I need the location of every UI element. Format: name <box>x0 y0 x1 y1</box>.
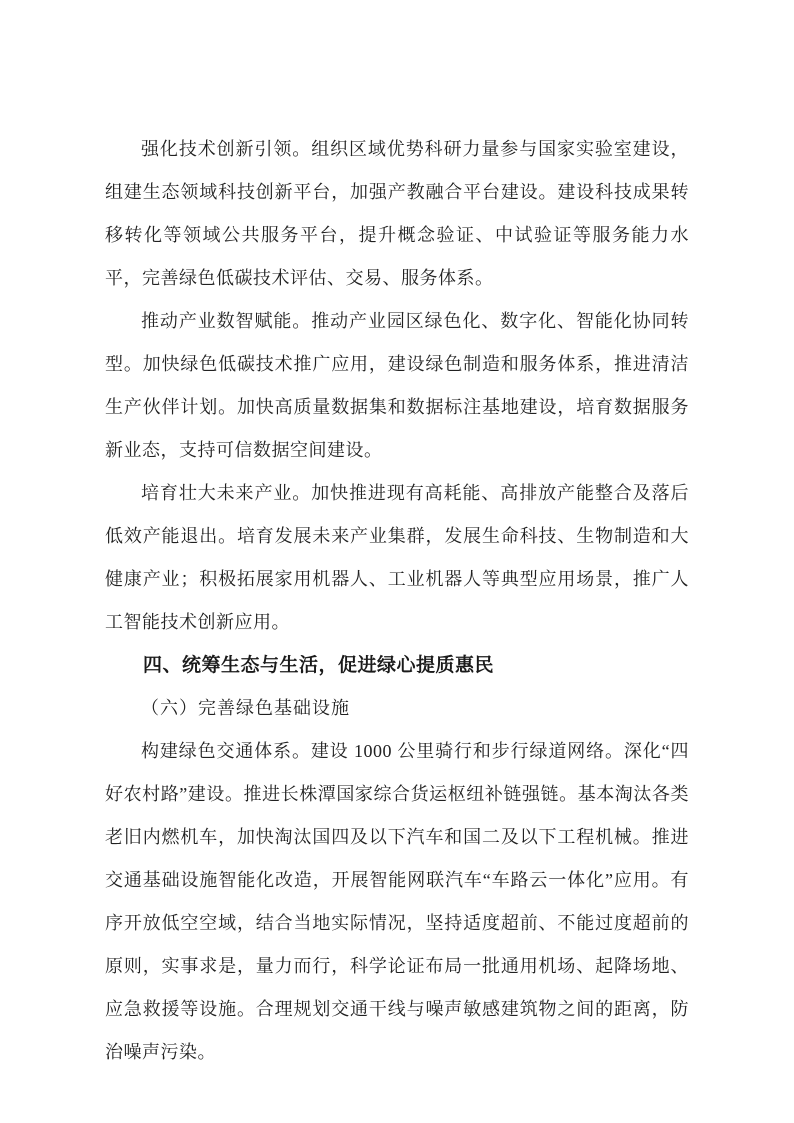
paragraph-future-industries: 培育壮大未来产业。加快推进现有高耗能、高排放产能整合及落后低效产能退出。培育发展未来产业集群，发展生命科技、生物制造和大健康产业；积极拓展家用机器人、工业机器人等典型应用场景，推广人工智能技术创新应用。 <box>105 483 689 632</box>
section-heading-four: 四、统筹生态与生活，促进绿心提质惠民 <box>143 655 495 676</box>
document-body <box>105 128 689 1074</box>
subsection-heading-six: （六）完善绿色基础设施 <box>141 698 350 719</box>
paragraph-green-transport: 构建绿色交通体系。建设 1000 公里骑行和步行绿道网络。深化“四好农村路”建设。推进长株潭国家综合货运枢纽补链强链。基本淘汰各类老旧内燃机车，加快淘汰国四及以下汽车和国二及以下工程机械。推进交通基础设施智能化改造，开展智能网联汽车“车路云一体化”应用。有序开放低空空域，结合当地实际情况，坚持适度超前、不能过度超前的原则，实事求是，量力而行，科学论证布局一批通用机场、起降场地、应急救援等设施。合理规划交通干线与噪声敏感建筑物之间的距离，防治噪声污染。 <box>105 741 689 1062</box>
paragraph-digital-empowerment: 推动产业数智赋能。推动产业园区绿色化、数字化、智能化协同转型。加快绿色低碳技术推广应用，建设绿色制造和服务体系，推进清洁生产伙伴计划。加快高质量数据集和数据标注基地建设，培育数据服务新业态，支持可信数据空间建设。 <box>105 311 689 460</box>
paragraph-tech-innovation: 强化技术创新引领。组织区域优势科研力量参与国家实验室建设，组建生态领域科技创新平台，加强产教融合平台建设。建设科技成果转移转化等领域公共服务平台，提升概念验证、中试验证等服务能力水平，完善绿色低碳技术评估、交易、服务体系。 <box>105 139 689 288</box>
